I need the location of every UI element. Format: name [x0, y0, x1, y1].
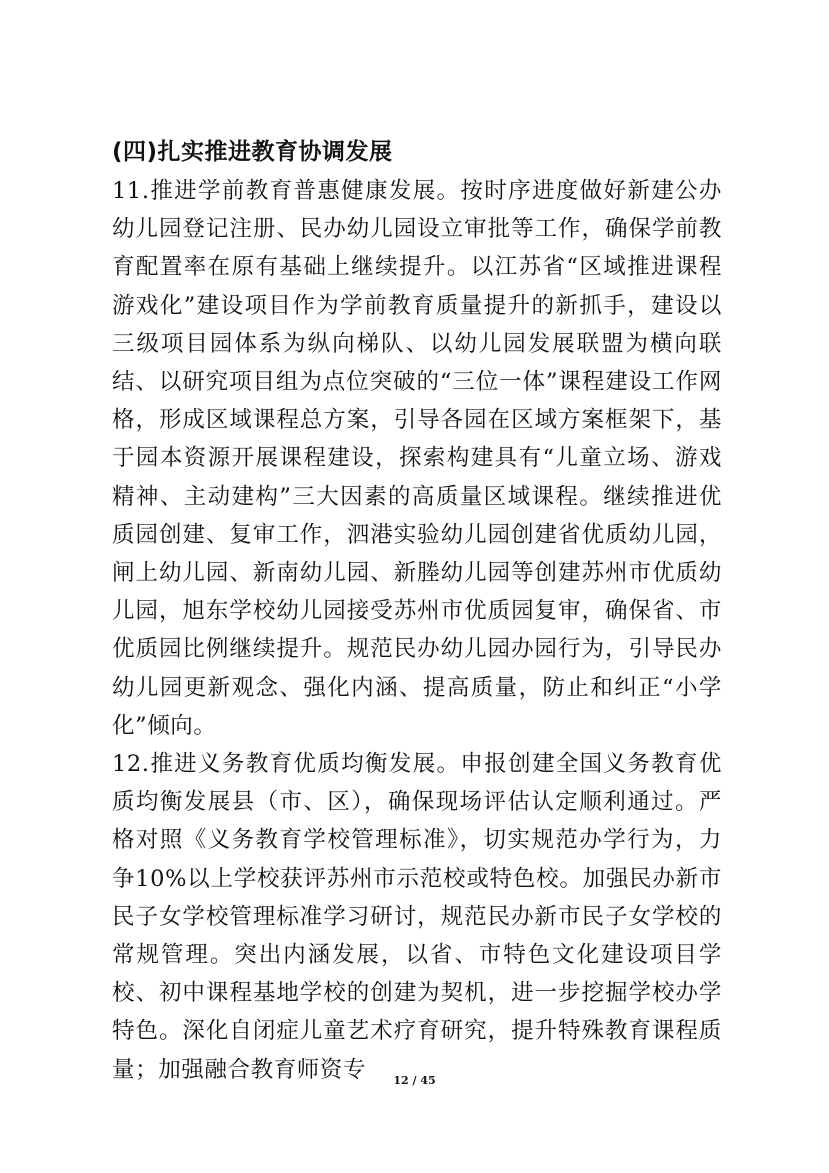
page-number: 12 / 45 [393, 1074, 436, 1087]
section-heading: (四)扎实推进教育协调发展 [112, 139, 393, 165]
page-content [112, 132, 722, 1089]
paragraph-preschool-education: 11.推进学前教育普惠健康发展。按时序进度做好新建公办幼儿园登记注册、民办幼儿园设立审批等工作，确保学前教育配置率在原有基础上继续提升。以江苏省“区域推进课程游戏化”建设项目作为学前教育质量提升的新抓手，建设以三级项目园体系为纵向梯队、以幼儿园发展联盟为横向联结、以研究项目组为点位突破的“三位一体”课程建设工作网格，形成区域课程总方案，引导各园在区域方案框架下，基于园本资源开展课程建设，探索构建具有“儿童立场、游戏精神、主动建构”三大因素的高质量区域课程。继续推进优质园创建、复审工作，泗港实验幼儿园创建省优质幼儿园，闸上幼儿园、新南幼儿园、新塍幼儿园等创建苏州市优质幼儿园，旭东学校幼儿园接受苏州市优质园复审，确保省、市优质园比例继续提升。规范民办幼儿园办园行为，引导民办幼儿园更新观念、强化内涵、提高质量，防止和纠正“小学化”倾向。 [112, 178, 722, 739]
paragraph-compulsory-education: 12.推进义务教育优质均衡发展。申报创建全国义务教育优质均衡发展县（市、区），确保现场评估认定顺利通过。严格对照《义务教育学校管理标准》，切实规范办学行为，力争10%以上学校获评苏州市示范校或特色校。加强民办新市民子女学校管理标准学习研讨，规范民办新市民子女学校的常规管理。突出内涵发展，以省、市特色文化建设项目学校、初中课程基地学校的创建为契机，进一步挖掘学校办学特色。深化自闭症儿童艺术疗育研究，提升特殊教育课程质量；加强融合教育师资专 [112, 751, 722, 1083]
